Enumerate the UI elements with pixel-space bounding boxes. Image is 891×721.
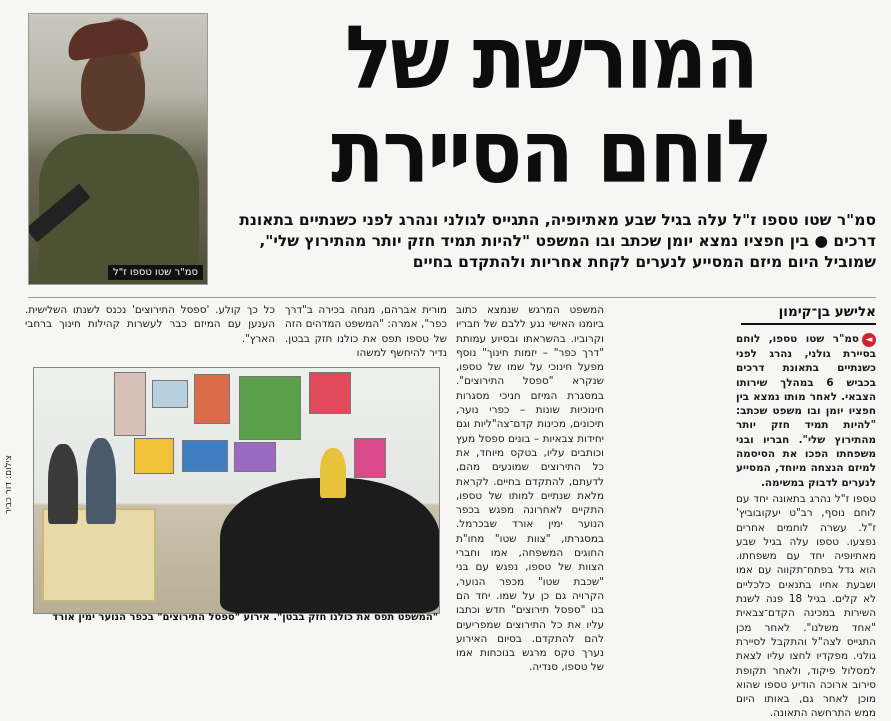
photo-audience <box>220 478 440 613</box>
photo-artwork <box>182 440 228 472</box>
lead-paragraph-continued: טספו ז"ל נהרג בתאונה יחד עם לוחם נוסף, רב"ט יעקובוביץ' ז"ל. עשרה לוחמים אחרים נפצעו. טספו עלה בגיל שבע מאתיופיה יחד עם משפחתו. הוא גדל בפתח־תקווה עם אמו ושבעת אחיו בתנאים כלכליים לא קלים. בגיל 18 פנה לשנת השירות במכינה הקדם־צבאית "אחד משלנו". לאחר מכן התגייס לצה"ל והתקבל לסיירת גולני. מפקדיו לחצו עליו לצאת למסלול פיקוד, ולאחר תקופת סירוב ארוכה הודיע טספו שהוא מוכן לאחר גם, באותו היום ממש התרחשה התאונה. <box>736 492 876 720</box>
event-photo <box>33 367 440 614</box>
event-photo-caption: "המשפט תפס את כולנו חזק בבטן". אירוע "ספסל התירוצים" בכפר הנוער ימין אורד <box>52 612 438 623</box>
photo-person <box>48 444 78 524</box>
photo-artwork <box>234 442 276 472</box>
byline: אלישע בן־קימון <box>741 304 876 325</box>
photo-artwork <box>354 438 386 478</box>
photo-artwork <box>194 374 230 424</box>
photo-artwork <box>239 376 301 440</box>
body-column-2: מורית אברהם, מנחה בכירה ב"דרך כפר", אמרה: "המשפט המדהים הזה של טספו תפס את כולנו חזק בבטן. נדיר להיחשף למשהו <box>285 304 447 359</box>
soldier-portrait-photo <box>28 13 208 285</box>
headline-line-2: לוחם הסיירת <box>331 102 771 204</box>
photo-figure-face <box>81 49 145 131</box>
photo-person <box>86 438 116 524</box>
headline <box>226 8 876 204</box>
divider <box>28 297 876 298</box>
photo-person <box>320 448 346 498</box>
subheadline: סמ"ר שטו טספו ז"ל עלה בגיל שבע מאתיופיה, התגייס לגולני ונהרג לפני כשנתיים בתאונת דרכים ● בין חפציו נמצא יומן שכתב ובו המשפט "להיות תמיד חזק יותר מהתירוץ שלי", שמוביל היום מיזם המסייע לנערים לקחת אחריות ולהתקדם בחיים <box>239 211 876 271</box>
lead-paragraph: סמ"ר שטו טספו, לוחם בסיירת גולני, נהרג לפני כשנתיים בתאונת דרכים בכביש 6 במהלך שירותו הצבאי. לאחר מותו נמצא בין חפציו יומן ובו משפט שכתב: "להיות תמיד חזק יותר מהתירוץ שלי". חבריו ובני משפחתו הפכו את הסיסמה למיזם הנצחה מיוחד, המסייע לנערים לדבוק במשימה. <box>736 333 876 489</box>
red-arrow-icon: ◄ <box>862 333 876 347</box>
photo-artwork <box>134 438 174 474</box>
body-column-1: כל כך קולע. 'ספסל התירוצים' נכנס לשנתו השלישית. הענען עם המיזם כבר לעשרות קהילות חינוך ברחבי הארץ". <box>25 304 275 345</box>
headline-line-1: המורשת של <box>345 8 757 110</box>
lead-column <box>736 332 876 721</box>
photo-artwork <box>309 372 351 414</box>
photo-artwork <box>152 380 188 408</box>
photo-figure-beret <box>65 17 149 62</box>
photo-credit: צילום: דור כביר <box>4 455 14 515</box>
portrait-caption: סמ"ר שטו טספו ז"ל <box>108 265 203 280</box>
photo-artwork <box>114 372 146 436</box>
body-column-3: המשפט המרגש שנמצא כתוב ביומנו האישי נגע ללבם של חבריו וקרוביו. בהשראתו ובסיוע עמותת "דרך כפר" – יזמות חינוך" נוסף מפעל חינוכי על שמו של טספו, שנקרא "ספסל התירוצים". במסגרת המיזם חניכי מסגרות חינוכיות שונות – כפרי נוער, תיכונים, מכינות קדם־צה"ליות וגם יחידות צבאיות – בונים ספסל מעץ וכותבים עליו, בטקס מיוחד, את כל התירוצים שמונעים מהם, לדעתם, להתקדם בחיים. לקראת מלאת שנתיים למותו של טספו, התקיים לאחרונה מפגש בכפר הנוער ימין אורד שבכרמל. במסגרתו, "צוות שטו" מחו"ת החוגים המשפחה, אמו וחברי הצוות של טספו, נפגש עם בני "שכבת שטו" מכפר הנוער, הקרויה גם כן על שמו. יחד הם בנו "ספסל תירוצים" חדש וכתבו עליו את כל התירוצים שמפריעים להם להתקדם. בסיום האירוע נערך טקס מרגש בנוכחות אמו של טספו, סנדיה. <box>456 304 604 674</box>
